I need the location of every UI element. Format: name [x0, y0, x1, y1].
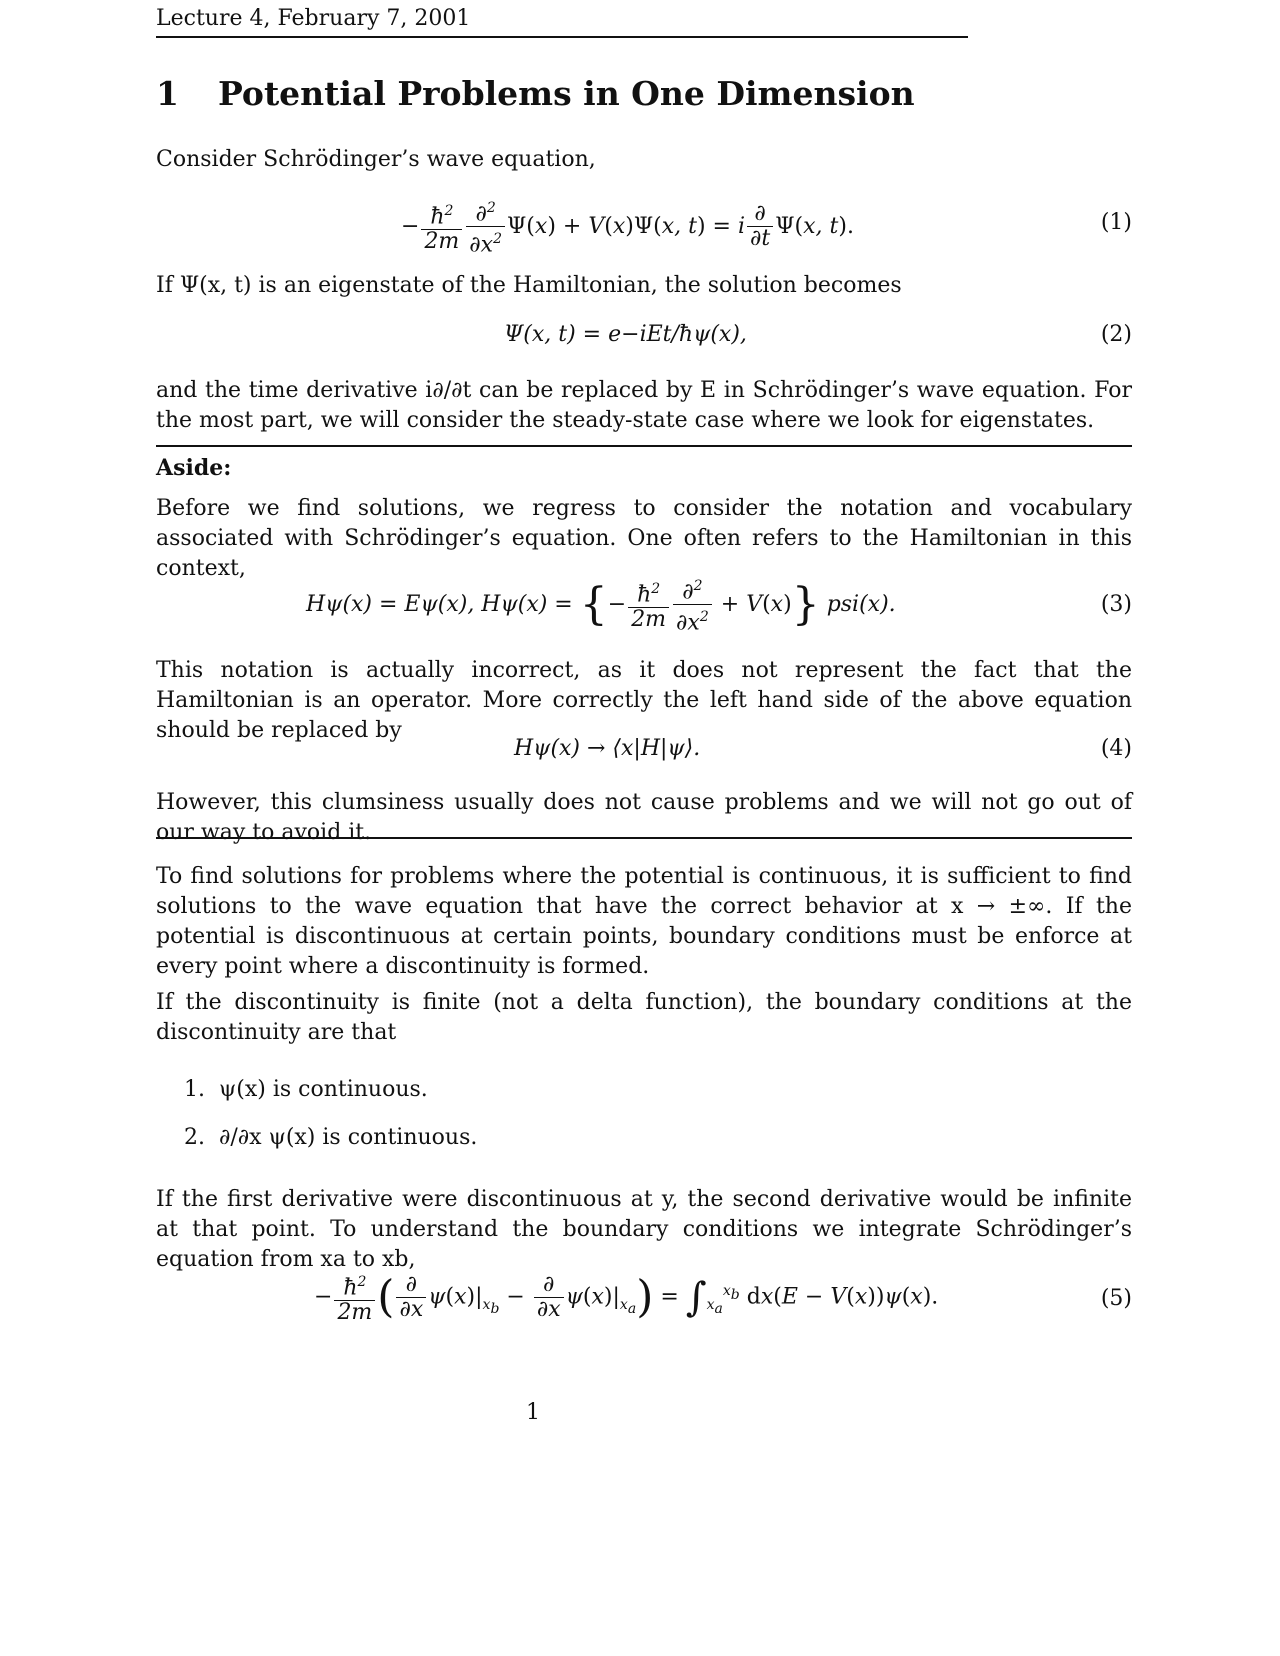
list-item: 2. ∂/∂x ψ(x) is continuous.	[184, 1125, 478, 1150]
aside-title: Aside:	[156, 455, 232, 481]
paragraph-finite-discontinuity: If the discontinuity is finite (not a delta function), the boundary conditions at the discontinuity are that	[156, 990, 1132, 1045]
paragraph-intro: Consider Schrödinger’s wave equation,	[156, 147, 596, 172]
paragraph-aside-notation: Before we find solutions, we regress to consider the notation and vocabulary associated with Schrödinger’s equation. One often refers to the Hamiltonian in this context,	[156, 496, 1132, 581]
equation-2	[156, 322, 1132, 382]
equation-4-number: (4)	[1100, 736, 1132, 761]
equation-3	[156, 574, 1132, 634]
equation-5	[156, 1270, 1132, 1330]
equation-1-number: (1)	[1100, 210, 1132, 235]
page-number: 1	[526, 1400, 540, 1425]
paragraph-first-derivative: If the first derivative were discontinuous at y, the second derivative would be infinite at that point. To understand the boundary conditions we integrate Schrödinger’s equation from xa to xb,	[156, 1187, 1132, 1272]
equation-2-math: Ψ(x, t) = e−iEt/ħψ(x),	[504, 322, 747, 347]
aside-bottom-rule	[156, 837, 1132, 839]
equation-1	[156, 196, 1132, 256]
equation-2-number: (2)	[1100, 322, 1132, 347]
paragraph-clumsiness: However, this clumsiness usually does not cause problems and we will not go out of our way to avoid it.	[156, 790, 1132, 845]
equation-1-math: − $\frac{ħ^2}{2m}$ $\frac{\partial^2}{\partial x^2}$ Ψ(x) + V(x)Ψ(x, t) = i $\frac{\partial}{\partial t}$ Ψ(x, t).	[401, 196, 854, 258]
list-item: 1. ψ(x) is continuous.	[184, 1077, 428, 1102]
equation-3-math: Hψ(x) = Eψ(x), Hψ(x) = {− $\frac{ħ^2}{2m}$ $\frac{\partial^2}{\partial x^2}$ + V(x)} psi(x).	[306, 574, 896, 636]
equation-3-lhs: Hψ(x) = Eψ(x), Hψ(x) =	[306, 591, 573, 617]
aside-top-rule	[156, 445, 1132, 447]
paragraph-eigenstate: If Ψ(x, t) is an eigenstate of the Hamiltonian, the solution becomes	[156, 273, 902, 298]
header-rule	[156, 36, 968, 38]
equation-4	[156, 736, 1132, 796]
paragraph-time-derivative: and the time derivative i∂/∂t can be replaced by E in Schrödinger’s wave equation. For the most part, we will consider the steady-state case where we look for eigenstates.	[156, 378, 1132, 433]
equation-5-math: − $\frac{ħ^2}{2m}$ ( $\frac{\partial}{\partial x}$ $\psi(x)|_{x_b}$ − $\frac{\partial}{\partial x}$ $\psi(x)|_{x_a}) = \int_{x_a}^{x_b}$ dx(E − V(x))ψ(x).	[314, 1271, 939, 1326]
equation-4-math: Hψ(x) → ⟨x|H|ψ⟩.	[514, 736, 701, 761]
section-number: 1	[156, 74, 179, 113]
equation-3-number: (3)	[1100, 592, 1132, 617]
paragraph-continuous-potential: To find solutions for problems where the potential is continuous, it is sufficient to find solutions to the wave equation that have the correct behavior at x → ±∞. If the potential is discontinuous at certain points, boundary conditions must be enforce at every point where a discontinuity is formed.	[156, 864, 1132, 979]
equation-5-number: (5)	[1100, 1286, 1132, 1311]
paragraph-operator: This notation is actually incorrect, as it does not represent the fact that the Hamiltonian is an operator. More correctly the left hand side of the above equation should be replaced by	[156, 658, 1132, 743]
section-title-text: Potential Problems in One Dimension	[218, 74, 915, 113]
section-title	[156, 74, 915, 113]
equation-3-tail: psi(x).	[826, 591, 896, 617]
running-header: Lecture 4, February 7, 2001	[156, 6, 471, 31]
